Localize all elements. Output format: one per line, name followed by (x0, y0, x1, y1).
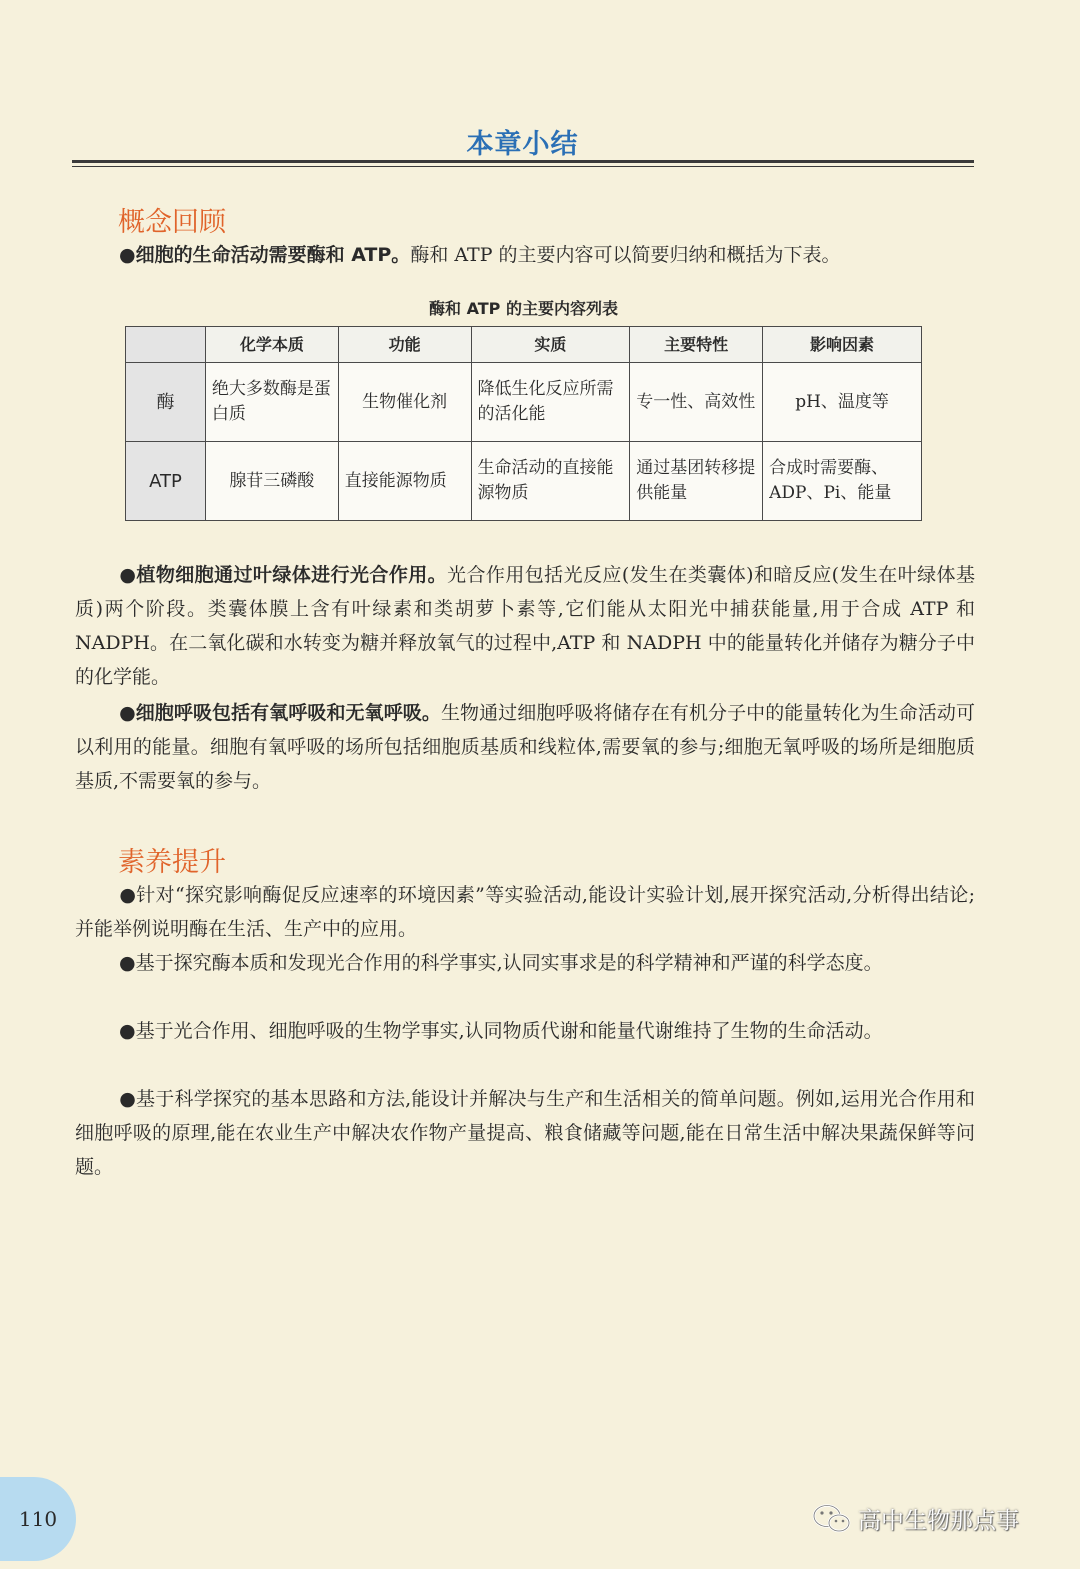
table-cell: 绝大多数酶是蛋白质 (205, 363, 338, 442)
table-header: 影响因素 (763, 327, 922, 363)
table-row (126, 363, 922, 442)
respiration-paragraph (75, 696, 975, 798)
title-rule-thin (72, 166, 974, 167)
table-cell: pH、温度等 (763, 363, 922, 442)
table-cell: 降低生化反应所需的活化能 (471, 363, 630, 442)
row-label: 酶 (126, 363, 206, 442)
photosynthesis-paragraph (75, 558, 975, 694)
page-number: 110 (0, 1477, 76, 1561)
literacy-text: ●针对“探究影响酶促反应速率的环境因素”等实验活动,能设计实验计划,展开探究活动,分析得出结论;并能举例说明酶在生活、生产中的应用。 (75, 884, 975, 940)
intro-paragraph (75, 238, 975, 272)
table-header: 功能 (338, 327, 471, 363)
watermark (812, 1502, 1019, 1535)
literacy-text: ●基于探究酶本质和发现光合作用的科学事实,认同实事求是的科学精神和严谨的科学态度。 (119, 952, 883, 974)
summary-table (125, 326, 922, 521)
table-header: 化学本质 (205, 327, 338, 363)
table-cell: 通过基团转移提供能量 (630, 442, 763, 521)
wechat-icon (812, 1503, 852, 1535)
table-cell: 合成时需要酶、ADP、Pi、能量 (763, 442, 922, 521)
para-bold: ●植物细胞通过叶绿体进行光合作用。 (119, 564, 448, 586)
table-row (126, 442, 922, 521)
table-cell: 生物催化剂 (338, 363, 471, 442)
table-caption: 酶和 ATP 的主要内容列表 (429, 299, 618, 318)
literacy-text: ●基于光合作用、细胞呼吸的生物学事实,认同物质代谢和能量代谢维持了生物的生命活动。 (119, 1020, 883, 1042)
literacy-item (75, 946, 975, 980)
para-text: 生物通过细胞呼吸将储存在有机分子中的能量转化为生命活动可以利用的能量。细胞有氧呼吸的场所包括细胞质基质和线粒体,需要氧的参与;细胞无氧呼吸的场所是细胞质基质,不需要氧的参与。 (75, 702, 975, 792)
para-bold: ●细胞呼吸包括有氧呼吸和无氧呼吸。 (119, 702, 441, 724)
table-cell: 直接能源物质 (338, 442, 471, 521)
literacy-text: ●基于科学探究的基本思路和方法,能设计并解决与生产和生活相关的简单问题。例如,运用光合作用和细胞呼吸的原理,能在农业生产中解决农作物产量提高、粮食储藏等问题,能在日常生活中解决果蔬保鲜等问题。 (75, 1088, 975, 1178)
table-header-row (126, 327, 922, 363)
table-cell: 生命活动的直接能源物质 (471, 442, 630, 521)
title-rule (72, 160, 974, 163)
literacy-item (75, 1082, 975, 1184)
row-label: ATP (126, 442, 206, 521)
chapter-title: 本章小结 (466, 129, 579, 160)
watermark-text: 高中生物那点事 (858, 1508, 1019, 1534)
table-corner-cell (126, 327, 206, 363)
table-cell: 专一性、高效性 (630, 363, 763, 442)
section-heading-literacy: 素养提升 (118, 847, 226, 878)
literacy-item (75, 1014, 975, 1048)
table-cell: 腺苷三磷酸 (205, 442, 338, 521)
para-text: 光合作用包括光反应(发生在类囊体)和暗反应(发生在叶绿体基质)两个阶段。类囊体膜上含有叶绿素和类胡萝卜素等,它们能从太阳光中捕获能量,用于合成 ATP 和 NADPH。在二氧化碳和水转变为糖并释放氧气的过程中,ATP 和 NADPH 中的能量转化并储存为糖分子中的化学能。 (75, 564, 975, 688)
intro-bold: ●细胞的生命活动需要酶和 ATP。 (119, 244, 411, 266)
section-heading-concept-review: 概念回顾 (118, 207, 226, 238)
literacy-item (75, 878, 975, 946)
table-header: 实质 (471, 327, 630, 363)
table-header: 主要特性 (630, 327, 763, 363)
intro-rest: 酶和 ATP 的主要内容可以简要归纳和概括为下表。 (410, 244, 841, 266)
